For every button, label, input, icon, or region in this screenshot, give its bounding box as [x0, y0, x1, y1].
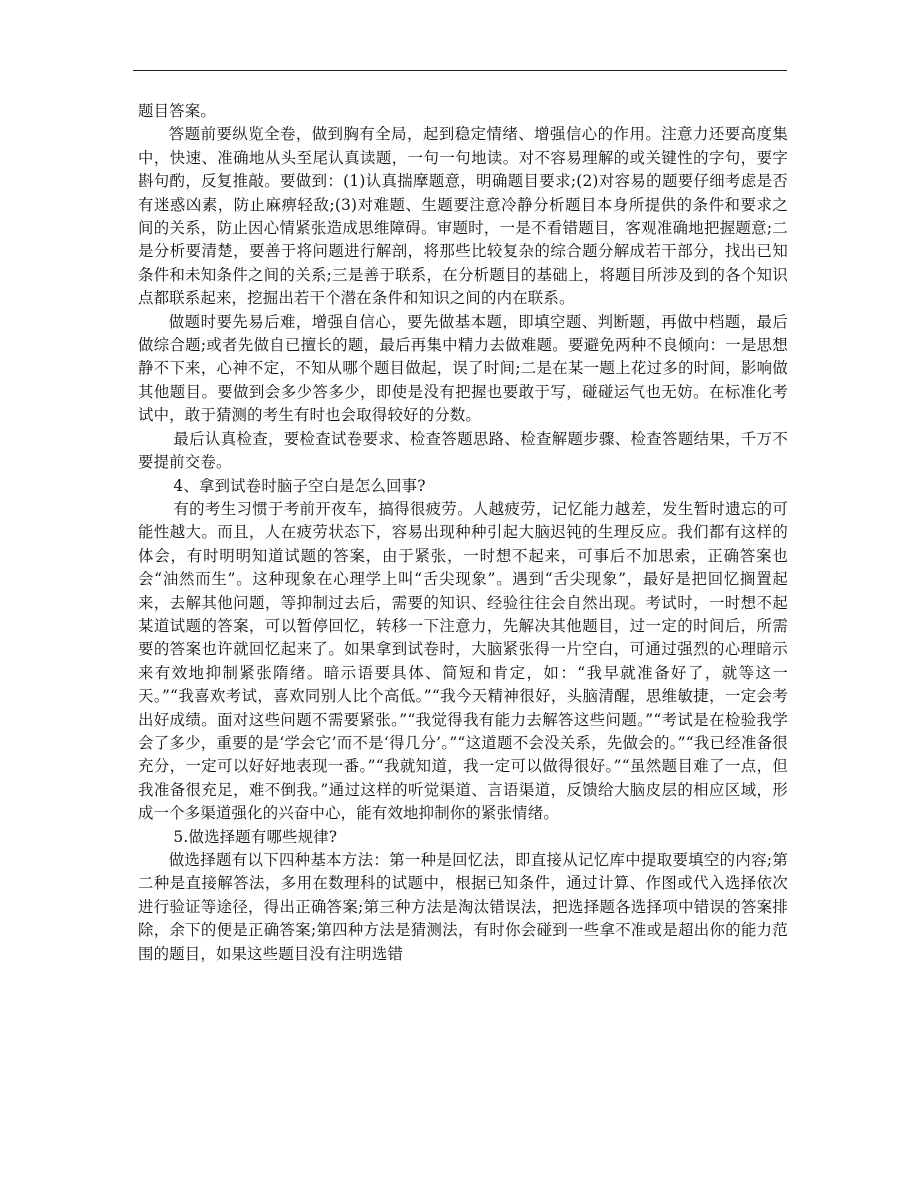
section-heading-4: 4、拿到试卷时脑子空白是怎么回事?	[173, 476, 426, 495]
paragraph-choice-methods: 做选择题有以下四种基本方法：第一种是回忆法，即直接从记忆库中提取要填空的内容;第二种是直接解答法，多用在数理科的试题中，根据已知条件，通过计算、作图或代入选择依次进行验证等途径，得出正确答案;第三种方法是淘汰错误法，把选择题各选择项中错误的答案排除，余下的便是正确答案;第四种方法是猜测法，有时你会碰到一些拿不准或是超出你的能力范围的题目，如果这些题目没有注明选错	[138, 851, 788, 963]
header-rule	[133, 70, 787, 71]
paragraph-blank-mind: 有的考生习惯于考前开夜车，搞得很疲劳。人越疲劳，记忆能力越差，发生暂时遗忘的可能性越大。而且，人在疲劳状态下，容易出现种种引起大脑迟钝的生理反应。我们都有这样的体会，有时明明知道试题的答案，由于紧张，一时想不起来，可事后不加思索，正确答案也会“油然而生”。这种现象在心理学上叫“舌尖现象”。遇到“舌尖现象”，最好是把回忆搁置起来，去解其他问题，等抑制过去后，需要的知识、经验往往会自然出现。考试时，一时想不起某道试题的答案，可以暂停回忆，转移一下注意力，先解决其他题目，过一定的时间后，所需要的答案也许就回忆起来了。如果拿到试卷时，大脑紧张得一片空白，可通过强烈的心理暗示来有效地抑制紧张隋绪。暗示语要具体、简短和肯定，如：“我早就准备好了，就等这一天。”“我喜欢考试，喜欢同别人比个高低。”“我今天精神很好，头脑清醒，思维敏捷，一定会考出好成绩。面对这些问题不需要紧张。”“我觉得我有能力去解答这些问题。”“考试是在检验我学会了多少，重要的是‘学会它’而不是‘得几分’。”“这道题不会没关系，先做会的。”“我已经准备很充分，一定可以好好地表现一番。”“我就知道，我一定可以做得很好。”“虽然题目难了一点，但我准备很充足，难不倒我。”通过这样的听觉渠道、言语渠道，反馈给大脑皮层的相应区域，形成一个多渠道强化的兴奋中心，能有效地抑制你的紧张情绪。	[138, 499, 788, 823]
paragraph-read-questions: 答题前要纵览全卷，做到胸有全局，起到稳定情绪、增强信心的作用。注意力还要高度集中，快速、准确地从头至尾认真读题，一句一句地读。对不容易理解的或关键性的字句，要字斟句酌，反复推敲。要做到：(1)认真揣摩题意，明确题目要求;(2)对容易的题要仔细考虑是否有迷惑凶素，防止麻痹轻敌;(3)对难题、生题要注意冷静分析题目本身所提供的条件和要求之间的关系，防止因心情紧张造成思维障碍。审题时，一是不看错题目，客观准确地把握题意;二是分析要清楚，要善于将问题进行解剖，将那些比较复杂的综合题分解成若干部分，找出已知条件和未知条件之间的关系;三是善于联系，在分析题目的基础上，将题目所涉及到的各个知识点都联系起来，挖掘出若干个潜在条件和知识之间的内在联系。	[138, 125, 788, 308]
paragraph-easy-first: 做题时要先易后难，增强自信心，要先做基本题，即填空题、判断题，再做中档题，最后做综合题;或者先做自已擅长的题，最后再集中精力去做难题。要避免两种不良倾向：一是思想静不下来，心神不定，不知从哪个题目做起，误了时间;二是在某一题上花过多的时间，影响做其他题目。要做到会多少答多少，即使是没有把握也要敢于写，碰碰运气也无妨。在标准化考试中，敢于猜测的考生有时也会取得较好的分数。	[138, 312, 788, 425]
paragraph-continuation: 题目答案。	[138, 102, 216, 120]
paragraph-check: 最后认真检查，要检查试卷要求、检查答题思路、检查解题步骤、检查答题结果，千万不要提前交卷。	[138, 429, 788, 472]
document-body	[138, 100, 788, 966]
section-heading-5: 5.做选择题有哪些规律?	[173, 827, 338, 846]
